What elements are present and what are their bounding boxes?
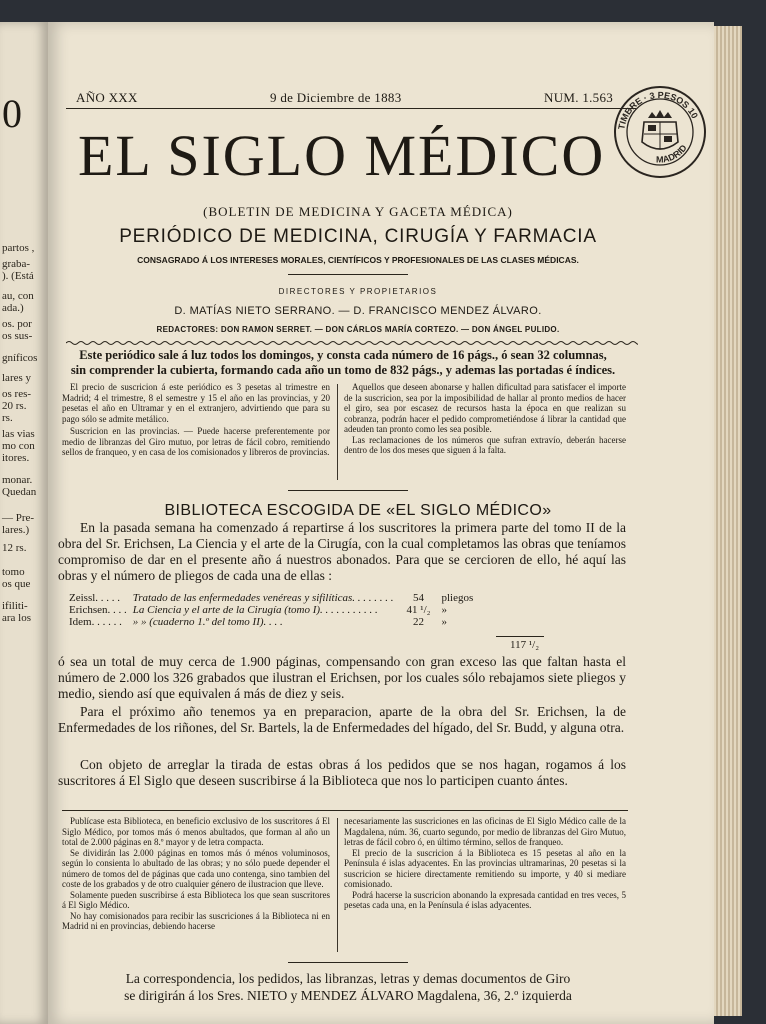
section-paragraph-2: ó sea un total de muy cerca de 1.900 páginas, compensando con gran exceso las que faltan hasta el número de 2.000 los 326 grabados que ilustran el Erichsen, por los cuales sólo rebajamos siete pliegos y medio, siendo así que equivalen á más de diez y seis. [58, 654, 626, 701]
masthead-title: EL SIGLO MÉDICO [78, 123, 606, 188]
work-author: Zeissl. . . . . [69, 592, 121, 604]
section-paragraph-3: Para el próximo año tenemos ya en preparacion, aparte de la obra del Sr. Erichsen, la de Enfermedades de los riñones, del Sr. Bartels, la de Enfermedades del hígado, del Sr. Budd, y alguna otra. [58, 704, 626, 735]
masthead-tagline: PERIÓDICO DE MEDICINA, CIRUGÍA Y FARMACIA [119, 226, 597, 247]
library-text-4: No hay comisionados para recibir las suscriciones á la Biblioteca ni en Madrid ni en provincias, debiendo hacerse [62, 910, 330, 931]
previous-page-fragment: graba- [2, 258, 31, 270]
previous-page-fragment: monar. [2, 474, 33, 486]
previous-page-fragment: — Pre- [2, 512, 35, 524]
directors-label: DIRECTORES Y PROPIETARIOS [278, 287, 438, 296]
previous-page-fragment: tomo [2, 566, 25, 578]
section-title: BIBLIOTECA ESCOGIDA DE «EL SIGLO MÉDICO» [164, 502, 552, 519]
tax-stamp [612, 84, 708, 180]
subscription-difficulty-text: Aquellos que deseen abonarse y hallen dificultad para satisfacer el importe de la suscricion, sea por la imposibilidad de hallar al pronto medios de hacer el giro, sea por escasez de recursos hasta la época en que realizan su cobranza, podrán hacer el pedido comprometiéndose á librar la cantidad que adeuden tan pronto como les sea posible. [344, 382, 626, 434]
previous-page-fragment: ada.) [2, 302, 24, 314]
editors-names: REDACTORES: DON RAMON SERRET. — DON CÁRLOS MARÍA CORTEZO. — DON ÁNGEL PULIDO. [156, 325, 560, 334]
section-divider [288, 490, 408, 491]
previous-page-fragment: 20 rs. [2, 400, 27, 412]
previous-page-fragment: os res- [2, 388, 32, 400]
previous-page-fragment: ). (Está [2, 270, 34, 282]
issue-number: NUM. 1.563 [544, 90, 614, 105]
work-title: La Ciencia y el arte de la Cirugía (tomo I). . . . . . . . . . . [132, 604, 378, 616]
works-total: 117 ¹/₂ [510, 639, 540, 651]
issue-year: AÑO XXX [76, 90, 138, 105]
library-text-7: Podrá hacerse la suscricion abonando la expresada cantidad en tres veces, 5 pesetas cada una, en la Península é islas adyacentes. [344, 889, 626, 910]
previous-page-fragment: os sus- [2, 330, 33, 342]
footer-divider [288, 962, 408, 963]
work-unit: » [441, 616, 447, 628]
library-right-column [344, 816, 626, 911]
previous-page-fragment: Quedan [2, 486, 37, 498]
works-list-row [66, 592, 476, 604]
library-text-2: Se dividirán las 2.000 páginas en tomos más ó ménos voluminosos, según lo consienta lo abultado de las obras; y no sólo puede depender el número de tomos del de páginas que cada uno contenga, sino tambien del coste de los grabados y de otro cualquier género de ilustracion que lleve. [62, 847, 330, 889]
publication-notice [58, 348, 628, 378]
masthead-subtitle: (BOLETIN DE MEDICINA Y GACETA MÉDICA) [203, 204, 513, 219]
previous-page-fragment: partos , [2, 242, 35, 254]
works-list-row [66, 616, 476, 628]
notice-line-1: Este periódico sale á luz todos los domingos, y consta cada número de 16 págs., ó sean 32 columnas, [79, 348, 607, 362]
bottom-rule [62, 810, 628, 811]
work-author: Idem. . . . . . [69, 616, 122, 628]
previous-page [0, 22, 48, 1024]
previous-page-fragment: 12 rs. [2, 542, 27, 554]
library-text-1: Publícase esta Biblioteca, en beneficio exclusivo de los suscritores á El Siglo Médico, por tomos más ó menos abultados, que forman al año un total de 2.000 páginas en 8.º mayor y de letra compacta. [62, 816, 330, 847]
previous-page-fragment: gníficos [2, 352, 38, 364]
subscription-provinces-text: Suscricion en las provincias. — Puede hacerse preferentemente por medio de libranzas del Giro mutuo, por letras de fácil cobro, remitiendo sellos de franqueo, y en casa de los comisionados y libreros de provincias. [62, 426, 330, 457]
work-unit: pliegos [441, 592, 474, 604]
masthead-divider [288, 274, 408, 275]
work-unit: » [441, 604, 447, 616]
section-paragraph-4: Con objeto de arreglar la tirada de estas obras á los pedidos que se nos hagan, rogamos á los suscritores á El Siglo que deseen suscribirse á la Biblioteca que nos lo participen cuanto ántes. [58, 757, 626, 788]
subscription-right-column [344, 382, 626, 456]
work-count: 22 [413, 616, 425, 628]
library-text-3: Solamente pueden suscribirse á esta Biblioteca los que sean suscritores á El Siglo Médico. [62, 889, 330, 910]
stamp-top-text: TIMBRE · 3 PESOS 10 [616, 89, 700, 131]
stamp-bottom-text: MADRID [655, 142, 689, 165]
notice-line-2: sin comprender la cubierta, formando cada año un tomo de 832 págs., y ademas las portadas é índices. [70, 363, 616, 377]
column-divider [337, 384, 338, 480]
library-left-column [62, 816, 330, 932]
previous-page-fragment: las vias [2, 428, 35, 440]
previous-page-number: 0 [2, 91, 22, 136]
work-count: 54 [413, 592, 425, 604]
previous-page-fragment: lares.) [2, 524, 30, 536]
previous-page-fragment: ifiliti- [2, 600, 28, 612]
previous-page-fragment: os. por [2, 318, 32, 330]
work-author: Erichsen. . . . [69, 604, 127, 616]
newspaper-page [48, 22, 714, 1024]
works-list [66, 592, 476, 628]
library-text-5: necesariamente las suscriciones en las oficinas de El Siglo Médico calle de la Magdalena, núm. 36, cuarto segundo, por medio de libranzas del Giro Mutuo, letras de fácil cobro ó, en último término, sellos de franqueo. [344, 816, 626, 847]
footer-address [48, 970, 648, 1004]
total-rule [496, 636, 544, 637]
masthead-dedication: CONSAGRADO Á LOS INTERESES MORALES, CIENTÍFICOS Y PROFESIONALES DE LAS CLASES MÉDICAS. [137, 255, 579, 265]
subscription-claims-text: Las reclamaciones de los números que sufran extravío, deberán hacerse dentro de los dos meses que siguen á la falta. [344, 434, 626, 455]
works-list-row [66, 604, 476, 616]
header-rule [66, 108, 636, 109]
previous-page-fragment: os que [2, 578, 31, 590]
directors-names: D. MATÍAS NIETO SERRANO. — D. FRANCISCO MENDEZ ÁLVARO. [174, 305, 542, 317]
footer-line-1: La correspondencia, los pedidos, las libranzas, letras y demas documentos de Giro [125, 971, 571, 986]
section-paragraph-1: En la pasada semana ha comenzado á repartirse á los suscritores la primera parte del tomo II de la obra del Sr. Erichsen, La Ciencia y el arte de la Cirugía, con la cual completamos las obras que teníamos compromiso de dar en el presente año á nuestros abonados. Para que se cercioren de ello, hé aquí las obras y el número de pliegos de cada una de ellas : [58, 520, 626, 583]
subscription-price-text: El precio de suscricion á este periódico es 3 pesetas al trimestre en Madrid; 4 el trimestre, 8 el semestre y 15 el año en las provincias, y 20 pesetas el año en Ultramar y en el extranjero, advirtiendo que para su pago sólo se admite metálico. [62, 382, 330, 424]
previous-page-fragment: itores. [2, 452, 30, 464]
footer-line-2: se dirigirán á los Sres. NIETO y MENDEZ ÁLVARO Magdalena, 36, 2.º izquierda [124, 988, 572, 1003]
previous-page-fragment: mo con [2, 440, 35, 452]
work-count: 41 ¹/₂ [406, 604, 431, 616]
work-title: Tratado de las enfermedades venéreas y sifilíticas. . . . . . . . [132, 592, 394, 604]
bottom-column-divider [337, 818, 338, 952]
previous-page-fragment: rs. [2, 412, 13, 424]
wavy-divider [66, 340, 638, 346]
page-edges [712, 26, 742, 1016]
work-title: » » (cuaderno 1.º del tomo II). . . . [132, 616, 283, 628]
subscription-left-column [62, 382, 330, 458]
issue-date: 9 de Diciembre de 1883 [270, 90, 402, 105]
previous-page-fragment: ara los [2, 612, 32, 624]
library-text-6: El precio de la suscricion á la Biblioteca es 15 pesetas al año en la Península é islas adyacentes. En las provincias ultramarinas, 20 pesetas si la suscricion se hiciere directamente remitiendo su importe, y 40 si mediare comisionado. [344, 847, 626, 889]
previous-page-fragment: lares y [2, 372, 32, 384]
previous-page-fragment: au, con [2, 290, 34, 302]
